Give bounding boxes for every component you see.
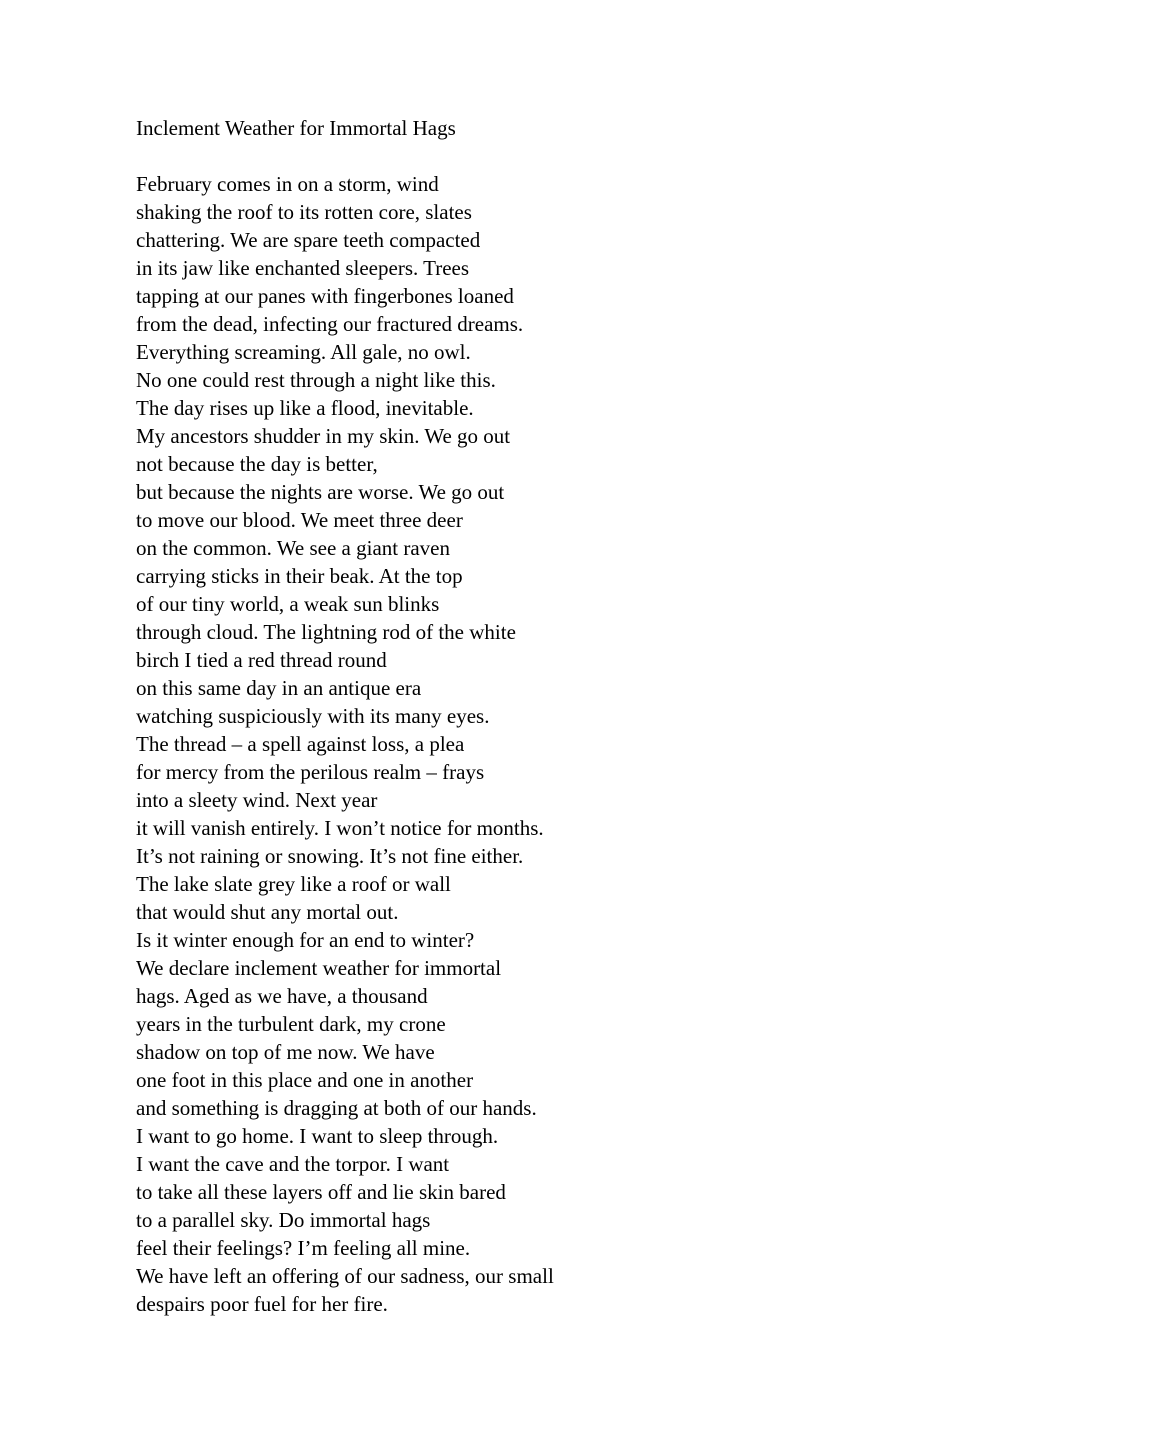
poem-line: despairs poor fuel for her fire.: [136, 1292, 388, 1316]
poem-line: to take all these layers off and lie skin bared: [136, 1180, 506, 1204]
poem-line: into a sleety wind. Next year: [136, 788, 378, 812]
poem-line: on the common. We see a giant raven: [136, 536, 450, 560]
poem-line: We declare inclement weather for immortal: [136, 956, 502, 980]
poem-line: to a parallel sky. Do immortal hags: [136, 1208, 431, 1232]
poem-line: not because the day is better,: [136, 452, 378, 476]
poem-line: The day rises up like a flood, inevitable.: [136, 396, 474, 420]
poem-line: shaking the roof to its rotten core, slates: [136, 200, 472, 224]
poem-line: chattering. We are spare teeth compacted: [136, 228, 481, 252]
poem-line: My ancestors shudder in my skin. We go out: [136, 424, 511, 448]
poem-line: tapping at our panes with fingerbones loaned: [136, 284, 514, 308]
poem-line: for mercy from the perilous realm – frays: [136, 760, 485, 784]
poem-body: [136, 170, 1116, 1318]
poem-line: birch I tied a red thread round: [136, 648, 387, 672]
poem-line: in its jaw like enchanted sleepers. Trees: [136, 256, 470, 280]
poem-line: hags. Aged as we have, a thousand: [136, 984, 428, 1008]
poem-line: It’s not raining or snowing. It’s not fine either.: [136, 844, 524, 868]
poem-line: but because the nights are worse. We go out: [136, 480, 505, 504]
poem-line: carrying sticks in their beak. At the top: [136, 564, 463, 588]
poem-line: We have left an offering of our sadness, our small: [136, 1264, 554, 1288]
poem-line: through cloud. The lightning rod of the white: [136, 620, 516, 644]
poem-line: Everything screaming. All gale, no owl.: [136, 340, 471, 364]
poem-line: No one could rest through a night like this.: [136, 368, 496, 392]
poem-line: I want to go home. I want to sleep through.: [136, 1124, 499, 1148]
poem-line: from the dead, infecting our fractured dreams.: [136, 312, 524, 336]
poem-line: The lake slate grey like a roof or wall: [136, 872, 451, 896]
poem-line: it will vanish entirely. I won’t notice for months.: [136, 816, 544, 840]
poem-line: watching suspiciously with its many eyes.: [136, 704, 490, 728]
document-page: [136, 114, 1116, 1318]
poem-line: Is it winter enough for an end to winter?: [136, 928, 475, 952]
poem-line: February comes in on a storm, wind: [136, 172, 439, 196]
poem-line: I want the cave and the torpor. I want: [136, 1152, 450, 1176]
poem-title: Inclement Weather for Immortal Hags: [136, 116, 456, 140]
poem-line: shadow on top of me now. We have: [136, 1040, 435, 1064]
poem-line: and something is dragging at both of our hands.: [136, 1096, 537, 1120]
poem-line: that would shut any mortal out.: [136, 900, 399, 924]
poem-line: one foot in this place and one in another: [136, 1068, 474, 1092]
poem-line: on this same day in an antique era: [136, 676, 422, 700]
poem-line: of our tiny world, a weak sun blinks: [136, 592, 440, 616]
poem-line: years in the turbulent dark, my crone: [136, 1012, 446, 1036]
poem-line: to move our blood. We meet three deer: [136, 508, 463, 532]
poem-line: The thread – a spell against loss, a plea: [136, 732, 465, 756]
poem-line: feel their feelings? I’m feeling all mine.: [136, 1236, 471, 1260]
